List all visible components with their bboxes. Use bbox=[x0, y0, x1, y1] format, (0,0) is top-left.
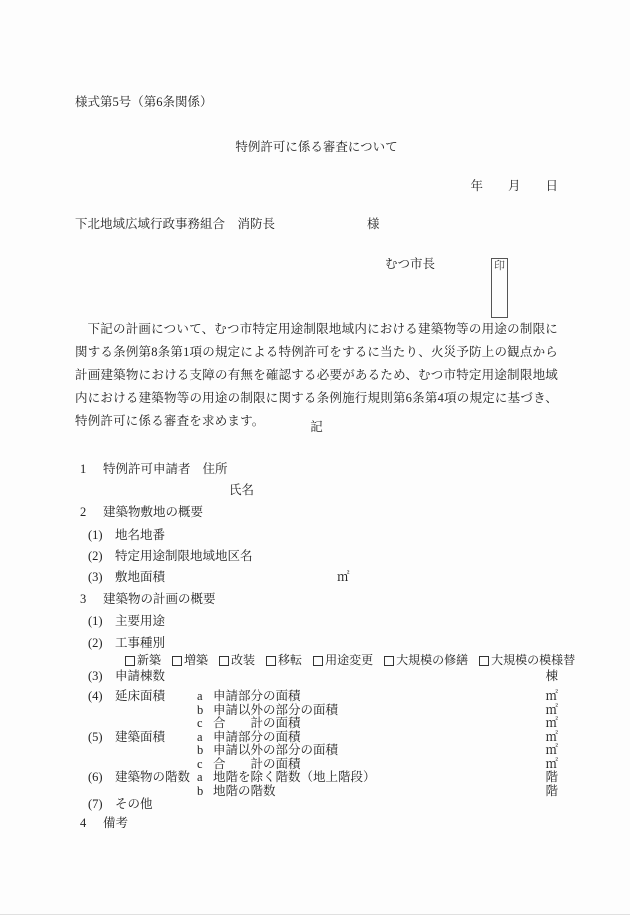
item-3-7-line bbox=[75, 798, 558, 817]
sub-label: 特定用途制限地域地区名 bbox=[115, 549, 253, 563]
item-number: 1 bbox=[80, 462, 87, 476]
sub-number: (5) bbox=[88, 729, 103, 744]
work-type-label: 増築 bbox=[184, 653, 209, 667]
row-label: 申請部分の面積 bbox=[213, 689, 301, 703]
unit-label: 棟 bbox=[545, 669, 558, 683]
work-type-option bbox=[266, 654, 302, 667]
form-number: 様式第5号（第6条関係） bbox=[75, 95, 213, 109]
item-number: 3 bbox=[80, 592, 87, 606]
name-label: 氏名 bbox=[229, 483, 255, 497]
unit-label: ㎡ bbox=[545, 743, 558, 757]
sub-label: 申請棟数 bbox=[115, 669, 166, 683]
sub-number: (1) bbox=[88, 528, 103, 542]
item-3-2-line bbox=[75, 637, 558, 654]
unit-label: ㎡ bbox=[545, 756, 558, 771]
sub-number: (7) bbox=[88, 797, 103, 811]
unit-label: 階 bbox=[545, 783, 558, 798]
sub-label: 工事種別 bbox=[115, 636, 166, 650]
item-2-3-line bbox=[75, 571, 558, 593]
work-type-label: 改装 bbox=[231, 653, 256, 667]
seal-mark: 印 bbox=[491, 258, 508, 318]
checkbox-icon bbox=[219, 656, 229, 666]
item-3-4-row-c bbox=[75, 717, 558, 731]
row-label: 合 計の面積 bbox=[213, 716, 301, 730]
work-type-label: 大規模の修繕 bbox=[396, 653, 469, 667]
sender-line bbox=[75, 258, 558, 318]
sub-number: (1) bbox=[88, 614, 103, 628]
work-type-option bbox=[479, 654, 575, 667]
item-label: 建築物敷地の概要 bbox=[103, 505, 204, 519]
item-3-5-row-b bbox=[75, 744, 558, 758]
name-label-line bbox=[75, 484, 558, 506]
item-3-3-line bbox=[75, 670, 558, 690]
row-key: b bbox=[197, 783, 204, 798]
sub-number: (2) bbox=[88, 549, 103, 563]
item-number: 2 bbox=[80, 505, 87, 519]
checkbox-icon bbox=[313, 656, 323, 666]
checkbox-icon bbox=[125, 656, 135, 666]
work-type-option bbox=[219, 654, 255, 667]
unit-label: ㎡ bbox=[545, 702, 558, 717]
row-label: 申請以外の部分の面積 bbox=[213, 743, 339, 757]
body-paragraph: 下記の計画について、むつ市特定用途制限地域内における建築物等の用途の制限に関する条例第8条第1項の規定による特例許可をするに当たり、火災予防上の観点から計画建築物における支障の有無を確認する必要があるため、むつ市特定用途制限地域内における建築物等の用途の制限に関する条例施行規則第6条第4項の規定に基づき、特例許可に係る審査を求めます。 bbox=[75, 322, 558, 428]
item-3-4-row-a bbox=[75, 690, 558, 704]
addressee-line bbox=[75, 218, 558, 258]
checkbox-icon bbox=[266, 656, 276, 666]
item-3-5-row-c bbox=[75, 758, 558, 772]
sub-number: (3) bbox=[88, 570, 103, 584]
work-type-row bbox=[75, 653, 576, 670]
sub-number: (6) bbox=[88, 770, 103, 784]
item-3-6-row-a bbox=[75, 771, 558, 785]
item-3-4-row-b bbox=[75, 704, 558, 718]
item-1-line bbox=[75, 463, 558, 484]
item-4-line bbox=[75, 817, 558, 839]
row-key: c bbox=[197, 716, 203, 730]
page-title: 特例許可に係る審査について bbox=[235, 140, 398, 154]
sub-label: 地名地番 bbox=[115, 528, 166, 542]
unit-label: ㎡ bbox=[337, 570, 350, 584]
top-margin bbox=[75, 0, 558, 96]
item-2-line bbox=[75, 506, 558, 529]
sub-number: (3) bbox=[88, 669, 103, 683]
row-label: 地階の階数 bbox=[213, 783, 276, 798]
sub-label: その他 bbox=[115, 797, 153, 811]
row-label: 申請部分の面積 bbox=[213, 729, 301, 744]
unit-label: 階 bbox=[545, 770, 558, 784]
unit-label: ㎡ bbox=[545, 689, 558, 703]
work-type-label: 大規模の模様替 bbox=[491, 653, 576, 667]
row-label: 地階を除く階数（地上階段） bbox=[213, 770, 376, 784]
sub-label: 延床面積 bbox=[115, 689, 166, 703]
work-type-option bbox=[384, 654, 468, 667]
row-key: b bbox=[197, 702, 204, 717]
sub-label: 建築面積 bbox=[115, 729, 166, 744]
unit-label: ㎡ bbox=[545, 729, 558, 744]
item-label: 建築物の計画の概要 bbox=[103, 592, 216, 606]
sub-number: (2) bbox=[88, 636, 103, 650]
row-label: 合 計の面積 bbox=[213, 756, 301, 771]
date-line: 年 月 日 bbox=[470, 179, 558, 193]
work-type-label: 用途変更 bbox=[325, 653, 374, 667]
work-type-option bbox=[125, 654, 161, 667]
sub-number: (4) bbox=[88, 689, 103, 703]
row-key: b bbox=[197, 743, 204, 757]
item-number: 4 bbox=[80, 816, 87, 830]
item-3-1-line bbox=[75, 615, 558, 637]
item-2-1-line bbox=[75, 529, 558, 550]
sub-label: 敷地面積 bbox=[115, 570, 166, 584]
item-3-line bbox=[75, 593, 558, 615]
work-type-option bbox=[313, 654, 373, 667]
checkbox-icon bbox=[172, 656, 182, 666]
sub-label: 建築物の階数 bbox=[115, 770, 191, 784]
checkbox-icon bbox=[479, 656, 489, 666]
row-key: a bbox=[197, 770, 203, 784]
row-label: 申請以外の部分の面積 bbox=[213, 702, 339, 717]
item-2-2-line bbox=[75, 550, 558, 571]
sender: むつ市長 bbox=[385, 257, 436, 271]
work-type-label: 新築 bbox=[137, 653, 162, 667]
item-label: 特例許可申請者 bbox=[103, 462, 191, 476]
unit-label: ㎡ bbox=[545, 716, 558, 730]
work-type-label: 移転 bbox=[278, 653, 303, 667]
row-key: a bbox=[197, 689, 203, 703]
addressee: 下北地域広域行政事務組合 消防長 bbox=[75, 217, 276, 231]
row-key: a bbox=[197, 729, 203, 744]
row-key: c bbox=[197, 756, 203, 771]
item-3-5-row-a bbox=[75, 731, 558, 745]
work-type-option bbox=[172, 654, 208, 667]
addressee-honorific: 様 bbox=[367, 217, 380, 231]
item-label: 備考 bbox=[103, 816, 129, 830]
item-3-6-row-b bbox=[75, 785, 558, 799]
record-heading: 記 bbox=[310, 420, 323, 434]
sub-label: 主要用途 bbox=[115, 614, 166, 628]
address-label: 住所 bbox=[202, 462, 228, 476]
checkbox-icon bbox=[384, 656, 394, 666]
